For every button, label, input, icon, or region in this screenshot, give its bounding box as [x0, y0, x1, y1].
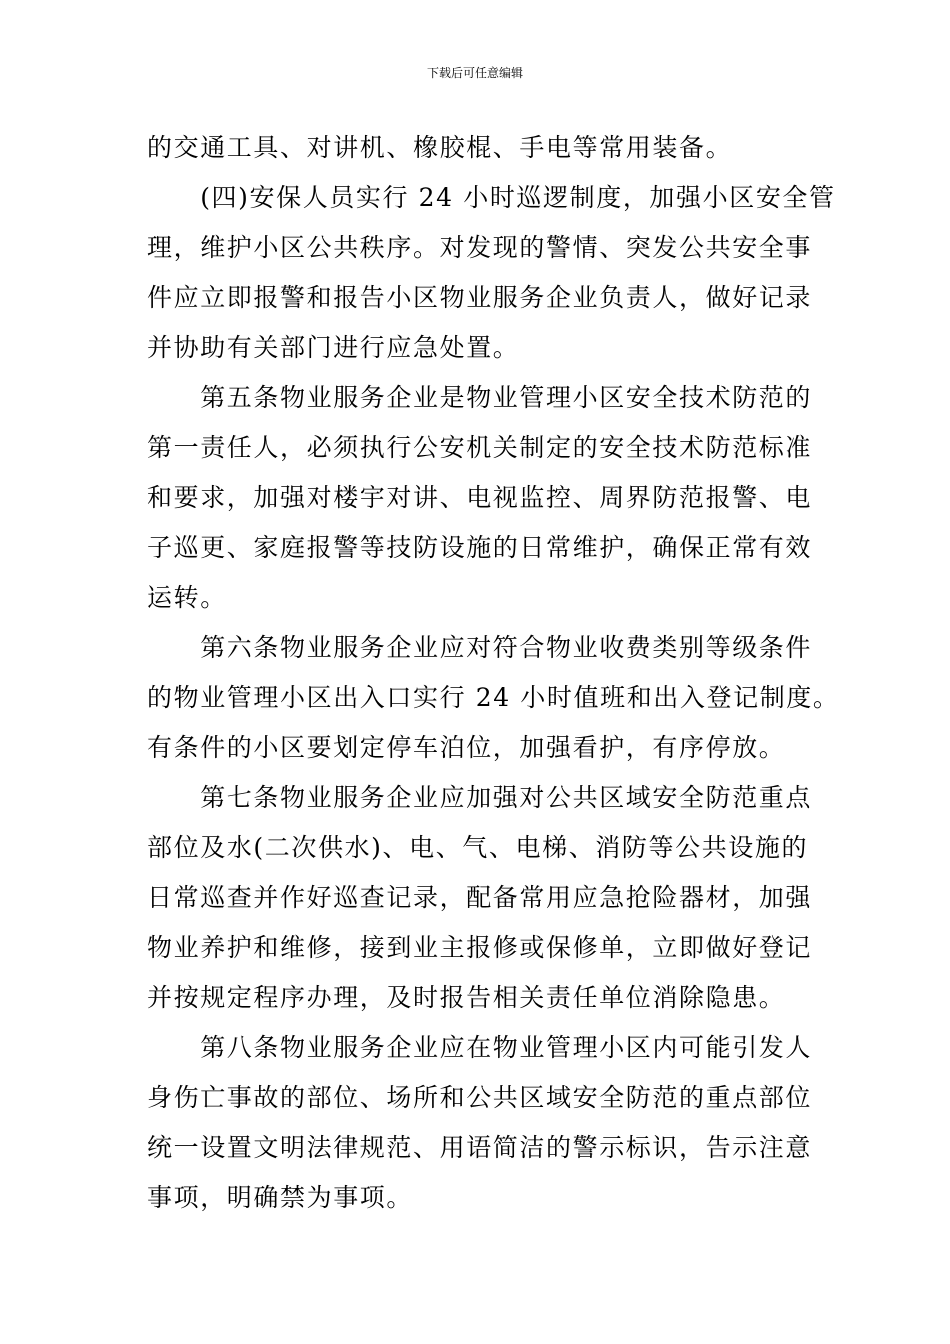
text-line: 子巡更、家庭报警等技防设施的日常维护，确保正常有效 — [147, 533, 813, 562]
text-line: 第六条物业服务企业应对符合物业收费类别等级条件 — [147, 633, 813, 662]
text-line: 统一设置文明法律规范、用语简洁的警示标识，告示注意 — [147, 1133, 813, 1162]
text-line: 的交通工具、对讲机、橡胶棍、手电等常用装备。 — [147, 133, 733, 162]
text-line: 第七条物业服务企业应加强对公共区域安全防范重点 — [147, 783, 813, 812]
text-line: 事项，明确禁为事项。 — [147, 1183, 414, 1212]
page-header: 下载后可任意编辑 — [426, 66, 523, 80]
text-line: 和要求，加强对楼宇对讲、电视监控、周界防范报警、电 — [147, 483, 813, 512]
text-line: 日常巡查并作好巡查记录，配备常用应急抢险器材，加强 — [147, 883, 813, 912]
text-line: 运转。 — [147, 583, 227, 612]
text-line: 理，维护小区公共秩序。对发现的警情、突发公共安全事 — [147, 233, 813, 262]
text-line: 并按规定程序办理，及时报告相关责任单位消除隐患。 — [147, 983, 786, 1012]
text-line: 的物业管理小区出入口实行 24 小时值班和出入登记制度。 — [147, 683, 840, 712]
text-line: 并协助有关部门进行应急处置。 — [147, 333, 520, 362]
text-line: 第五条物业服务企业是物业管理小区安全技术防范的 — [147, 383, 813, 412]
text-line: 部位及水(二次供水)、电、气、电梯、消防等公共设施的 — [147, 833, 809, 862]
text-line: 物业养护和维修，接到业主报修或保修单，立即做好登记 — [147, 933, 813, 962]
text-line: 第一责任人，必须执行公安机关制定的安全技术防范标准 — [147, 433, 813, 462]
text-line: 身伤亡事故的部位、场所和公共区域安全防范的重点部位 — [147, 1083, 813, 1112]
text-line: 有条件的小区要划定停车泊位，加强看护，有序停放。 — [147, 733, 786, 762]
text-line: 件应立即报警和报告小区物业服务企业负责人，做好记录 — [147, 283, 813, 312]
text-line: (四)安保人员实行 24 小时巡逻制度，加强小区安全管 — [147, 183, 836, 212]
text-line: 第八条物业服务企业应在物业管理小区内可能引发人 — [147, 1033, 813, 1062]
